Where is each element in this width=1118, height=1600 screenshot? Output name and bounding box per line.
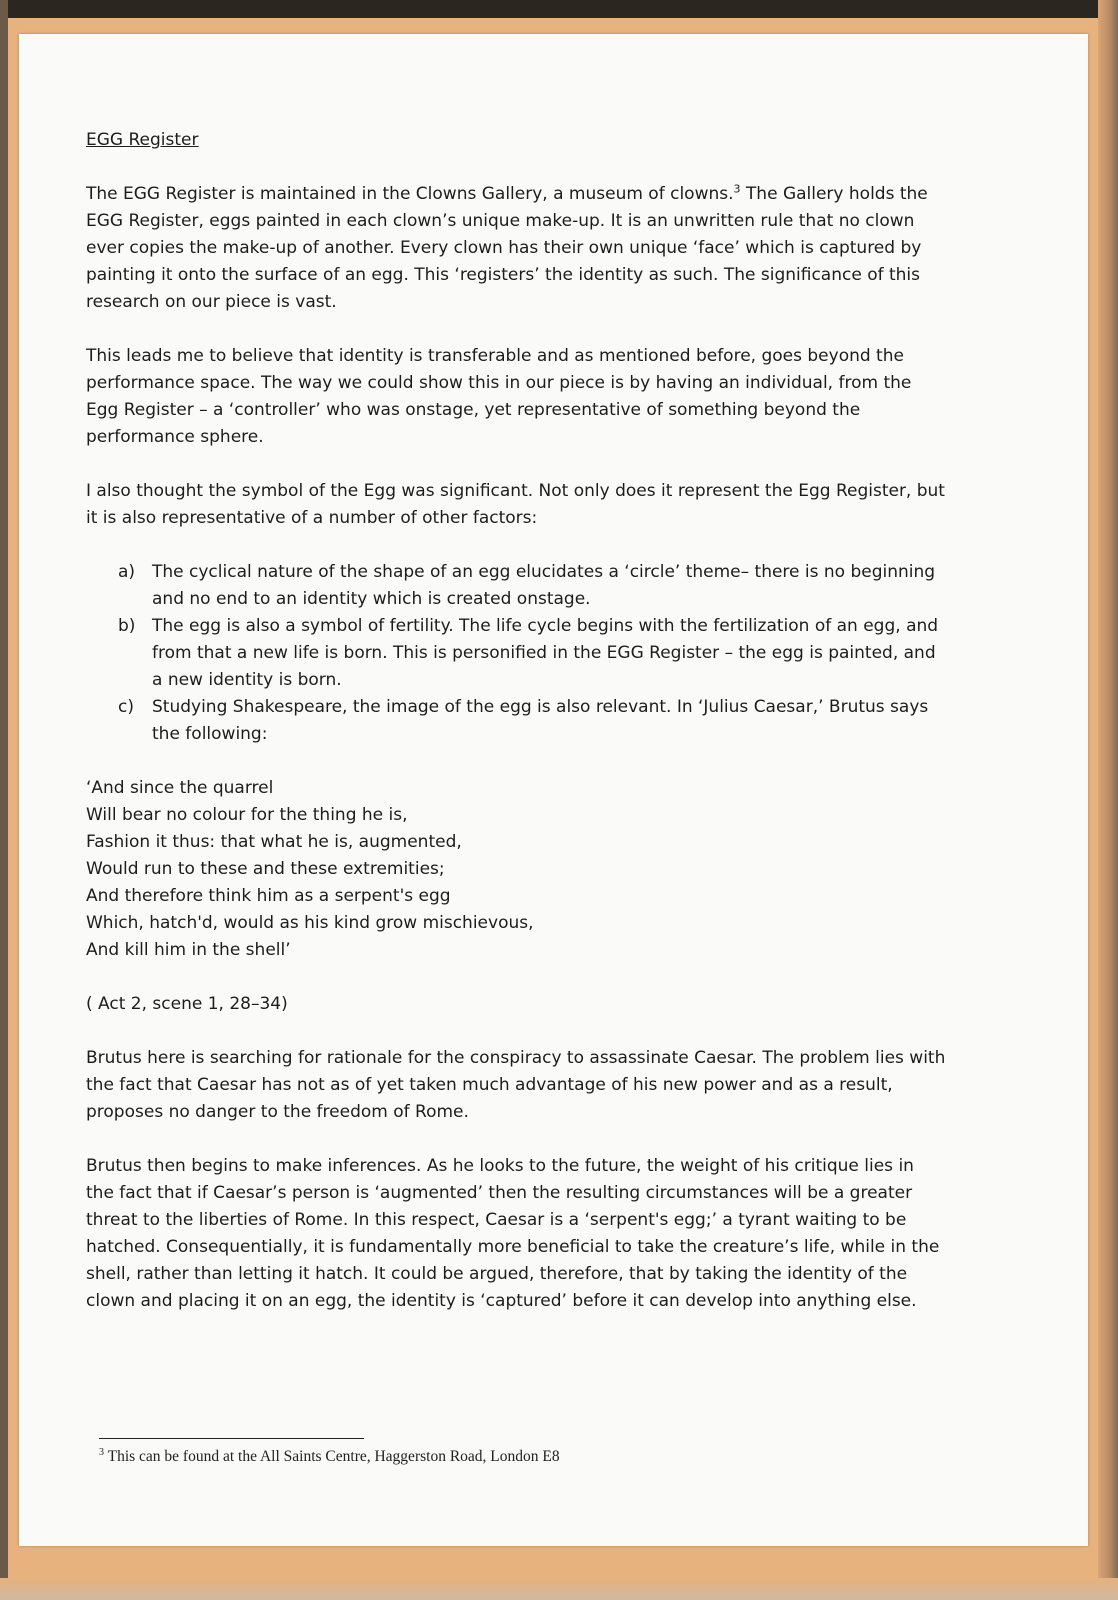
shakespeare-quote bbox=[86, 775, 946, 964]
scan-bottom-border bbox=[0, 1578, 1118, 1600]
paragraph-2: This leads me to believe that identity is transferable and as mentioned before, goes beyond the performance space. The way we could show this in our piece is by having an individual, from the Egg Register – a ‘controller’ who was onstage, yet representative of something beyond the performance sphere. bbox=[86, 346, 912, 447]
footnote bbox=[99, 1448, 560, 1466]
list-item bbox=[118, 694, 946, 748]
footnote-reference: 3 bbox=[733, 182, 741, 196]
factor-list bbox=[86, 559, 946, 748]
scan-left-border bbox=[0, 0, 8, 1600]
quote-line: Fashion it thus: that what he is, augmented, bbox=[86, 832, 462, 852]
document-body bbox=[86, 127, 946, 1342]
quote-line: And therefore think him as a serpent's egg bbox=[86, 886, 451, 906]
paragraph-4: Brutus here is searching for rationale for the conspiracy to assassinate Caesar. The problem lies with the fact that Caesar has not as of yet taken much advantage of his new power and as a result, proposes no danger to the freedom of Rome. bbox=[86, 1048, 946, 1122]
list-text: The egg is also a symbol of fertility. The life cycle begins with the fertilization of an egg, and from that a new life is born. This is personified in the EGG Register – the egg is painted, and a new identity is born. bbox=[152, 616, 939, 690]
paragraph-3: I also thought the symbol of the Egg was significant. Not only does it represent the Egg Register, but it is also representative of a number of other factors: bbox=[86, 481, 945, 528]
paragraph-1 bbox=[86, 181, 946, 316]
quote-line: Would run to these and these extremities; bbox=[86, 859, 445, 879]
list-marker: c) bbox=[118, 697, 134, 717]
page-heading: EGG Register bbox=[86, 130, 199, 150]
list-marker: a) bbox=[118, 562, 136, 582]
list-item bbox=[118, 559, 946, 613]
list-text: Studying Shakespeare, the image of the egg is also relevant. In ‘Julius Caesar,’ Brutus says the following: bbox=[152, 697, 929, 744]
paragraph-1-text-a: The EGG Register is maintained in the Clowns Gallery, a museum of clowns. bbox=[86, 184, 734, 204]
binder-edge bbox=[1098, 0, 1118, 1600]
quote-line: And kill him in the shell’ bbox=[86, 940, 291, 960]
footnote-divider bbox=[99, 1438, 364, 1439]
list-marker: b) bbox=[118, 616, 136, 636]
quote-line: ‘And since the quarrel bbox=[86, 778, 274, 798]
footnote-text: This can be found at the All Saints Centre, Haggerston Road, London E8 bbox=[104, 1448, 560, 1465]
quote-line: Will bear no colour for the thing he is, bbox=[86, 805, 408, 825]
paragraph-5: Brutus then begins to make inferences. As he looks to the future, the weight of his critique lies in the fact that if Caesar’s person is ‘augmented’ then the resulting circumstances will be a greater threat to the liberties of Rome. In this respect, Caesar is a ‘serpent's egg;’ a tyrant waiting to be hatched. Consequentially, it is fundamentally more beneficial to take the creature’s life, while in the shell, rather than letting it hatch. It could be argued, therefore, that by taking the identity of the clown and placing it on an egg, the identity is ‘captured’ before it can develop into anything else. bbox=[86, 1156, 940, 1311]
footnote-marker: 3 bbox=[99, 1446, 104, 1458]
quote-citation: ( Act 2, scene 1, 28–34) bbox=[86, 994, 288, 1014]
list-item bbox=[118, 613, 946, 694]
list-text: The cyclical nature of the shape of an egg elucidates a ‘circle’ theme– there is no beginning and no end to an identity which is created onstage. bbox=[152, 562, 936, 609]
scan-top-border bbox=[0, 0, 1118, 18]
quote-line: Which, hatch'd, would as his kind grow mischievous, bbox=[86, 913, 534, 933]
paragraph-1-text-b: The Gallery holds the EGG Register, eggs painted in each clown’s unique make-up. It is an unwritten rule that no clown ever copies the make-up of another. Every clown has their own unique ‘face’ which is captured by painting it onto the surface of an egg. This ‘registers’ the identity as such. The significance of this research on our piece is vast. bbox=[86, 184, 928, 312]
